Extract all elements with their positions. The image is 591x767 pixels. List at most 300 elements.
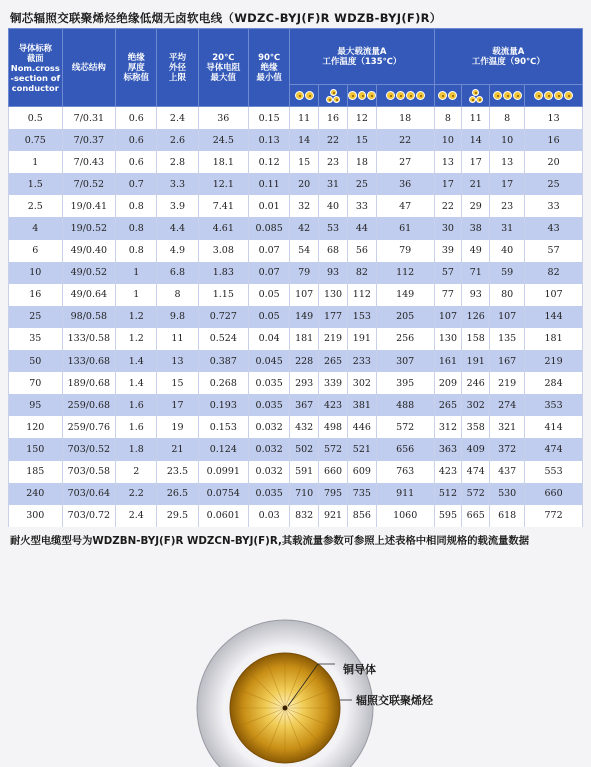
table-cell: 259/0.76	[62, 416, 116, 438]
table-cell: 0.07	[249, 262, 290, 284]
table-cell: 6.8	[157, 262, 198, 284]
table-cell: 0.193	[198, 394, 248, 416]
page-title: 铜芯辐照交联聚烯烃绝缘低烟无卤软电线（WDZC-BYJ(F)R WDZB-BYJ(F)R）	[10, 11, 442, 25]
table-cell: 4.4	[157, 217, 198, 239]
table-cell: 591	[290, 461, 319, 483]
cable-spec-table	[8, 28, 583, 527]
table-row	[9, 505, 583, 527]
table-cell: 19/0.52	[62, 217, 116, 239]
table-cell: 0.032	[249, 438, 290, 460]
table-cell: 49/0.52	[62, 262, 116, 284]
table-cell: 530	[490, 483, 525, 505]
table-cell: 0.75	[9, 129, 63, 151]
table-cell: 209	[434, 372, 462, 394]
table-cell: 24.5	[198, 129, 248, 151]
table-cell: 2.2	[116, 483, 157, 505]
table-cell: 54	[290, 240, 319, 262]
conductor-center-dot	[283, 706, 288, 711]
table-cell: 50	[9, 350, 63, 372]
table-cell: 0.7	[116, 173, 157, 195]
table-row	[9, 217, 583, 239]
table-cell: 13	[434, 151, 462, 173]
table-cell: 93	[319, 262, 348, 284]
table-row	[9, 350, 583, 372]
table-cell: 133/0.58	[62, 328, 116, 350]
table-cell: 3.9	[157, 195, 198, 217]
table-cell: 31	[490, 217, 525, 239]
table-cell: 7/0.52	[62, 173, 116, 195]
table-cell: 189/0.68	[62, 372, 116, 394]
table-row	[9, 416, 583, 438]
table-cell: 423	[319, 394, 348, 416]
table-cell: 595	[434, 505, 462, 527]
table-cell: 149	[290, 306, 319, 328]
table-cell: 16	[319, 107, 348, 130]
table-cell: 437	[490, 461, 525, 483]
table-cell: 18	[347, 151, 376, 173]
conductor-label: 铜导体	[343, 663, 376, 676]
table-cell: 353	[525, 394, 583, 416]
table-cell: 1.4	[116, 350, 157, 372]
table-cell: 25	[9, 306, 63, 328]
table-cell: 3.3	[157, 173, 198, 195]
table-cell: 921	[319, 505, 348, 527]
table-cell: 660	[525, 483, 583, 505]
table-cell: 1	[116, 284, 157, 306]
table-cell: 56	[347, 240, 376, 262]
table-cell: 95	[9, 394, 63, 416]
table-cell: 0.045	[249, 350, 290, 372]
table-cell: 13	[490, 151, 525, 173]
table-cell: 40	[319, 195, 348, 217]
table-cell: 82	[347, 262, 376, 284]
table-cell: 17	[434, 173, 462, 195]
table-row	[9, 328, 583, 350]
table-cell: 0.6	[116, 107, 157, 130]
table-cell: 150	[9, 438, 63, 460]
table-cell: 11	[290, 107, 319, 130]
table-cell: 0.05	[249, 284, 290, 306]
table-cell: 22	[434, 195, 462, 217]
table-cell: 11	[157, 328, 198, 350]
table-row	[9, 129, 583, 151]
table-cell: 240	[9, 483, 63, 505]
table-cell: 14	[462, 129, 490, 151]
table-cell: 13	[525, 107, 583, 130]
table-row	[9, 151, 583, 173]
table-cell: 4.61	[198, 217, 248, 239]
table-cell: 0.13	[249, 129, 290, 151]
table-cell: 0.01	[249, 195, 290, 217]
table-cell: 381	[347, 394, 376, 416]
table-row	[9, 195, 583, 217]
table-cell: 77	[434, 284, 462, 306]
table-cell: 1.6	[116, 394, 157, 416]
table-cell: 358	[462, 416, 490, 438]
header-conductor-resistance: 20℃ 导体电阻 最大值	[198, 29, 248, 107]
table-cell: 502	[290, 438, 319, 460]
table-cell: 107	[290, 284, 319, 306]
table-cell: 18.1	[198, 151, 248, 173]
table-cell: 772	[525, 505, 583, 527]
table-cell: 1060	[376, 505, 434, 527]
table-cell: 16	[525, 129, 583, 151]
table-cell: 38	[462, 217, 490, 239]
table-cell: 609	[347, 461, 376, 483]
table-cell: 0.727	[198, 306, 248, 328]
table-row	[9, 483, 583, 505]
header-row-top	[9, 29, 583, 85]
table-cell: 618	[490, 505, 525, 527]
table-cell: 265	[319, 350, 348, 372]
table-cell: 29	[462, 195, 490, 217]
table-cell: 0.5	[9, 107, 63, 130]
table-cell: 8	[157, 284, 198, 306]
table-cell: 22	[376, 129, 434, 151]
table-cell: 0.05	[249, 306, 290, 328]
table-cell: 656	[376, 438, 434, 460]
header-insulation-resistance: 90℃ 绝缘 最小值	[249, 29, 290, 107]
table-cell: 1	[9, 151, 63, 173]
table-cell: 33	[347, 195, 376, 217]
cable-cross-section-diagram	[0, 560, 591, 767]
table-cell: 1.5	[9, 173, 63, 195]
table-cell: 39	[434, 240, 462, 262]
table-cell: 70	[9, 372, 63, 394]
table-cell: 0.11	[249, 173, 290, 195]
table-row	[9, 372, 583, 394]
table-cell: 2.5	[9, 195, 63, 217]
table-cell: 0.8	[116, 240, 157, 262]
table-cell: 32	[290, 195, 319, 217]
table-cell: 0.0754	[198, 483, 248, 505]
three-conductors-row-icon	[490, 85, 525, 107]
table-cell: 498	[319, 416, 348, 438]
table-cell: 181	[525, 328, 583, 350]
table-cell: 0.035	[249, 394, 290, 416]
table-cell: 57	[434, 262, 462, 284]
table-cell: 246	[462, 372, 490, 394]
table-cell: 7.41	[198, 195, 248, 217]
table-cell: 112	[376, 262, 434, 284]
table-cell: 302	[347, 372, 376, 394]
table-cell: 0.6	[116, 151, 157, 173]
table-cell: 219	[490, 372, 525, 394]
footer-note: 耐火型电缆型号为WDZBN-BYJ(F)R WDZCN-BYJ(F)R,其载流量参数可参照上述表格中相同规格的载流量数据	[10, 535, 530, 547]
table-cell: 35	[9, 328, 63, 350]
table-cell: 10	[434, 129, 462, 151]
four-conductors-row-icon	[525, 85, 583, 107]
table-cell: 20	[290, 173, 319, 195]
table-cell: 144	[525, 306, 583, 328]
table-cell: 177	[319, 306, 348, 328]
table-cell: 474	[462, 461, 490, 483]
two-conductors-icon	[290, 85, 319, 107]
table-cell: 7/0.31	[62, 107, 116, 130]
header-ampacity-90: 载流量A 工作温度（90℃）	[434, 29, 582, 85]
table-cell: 25	[347, 173, 376, 195]
table-cell: 15	[347, 129, 376, 151]
table-cell: 256	[376, 328, 434, 350]
table-cell: 0.03	[249, 505, 290, 527]
table-cell: 414	[525, 416, 583, 438]
table-cell: 665	[462, 505, 490, 527]
insulation-label: 辐照交联聚烯烃	[356, 694, 433, 707]
table-cell: 7/0.37	[62, 129, 116, 151]
table-cell: 1.8	[116, 438, 157, 460]
table-cell: 703/0.52	[62, 438, 116, 460]
table-cell: 274	[490, 394, 525, 416]
table-cell: 259/0.68	[62, 394, 116, 416]
table-cell: 57	[525, 240, 583, 262]
table-cell: 0.387	[198, 350, 248, 372]
table-cell: 15	[290, 151, 319, 173]
table-cell: 2.8	[157, 151, 198, 173]
table-cell: 0.8	[116, 195, 157, 217]
table-cell: 521	[347, 438, 376, 460]
table-cell: 19/0.41	[62, 195, 116, 217]
table-cell: 47	[376, 195, 434, 217]
table-cell: 6	[9, 240, 63, 262]
table-cell: 82	[525, 262, 583, 284]
table-cell: 26.5	[157, 483, 198, 505]
table-cell: 911	[376, 483, 434, 505]
table-cell: 474	[525, 438, 583, 460]
table-cell: 31	[319, 173, 348, 195]
table-cell: 302	[462, 394, 490, 416]
table-row	[9, 438, 583, 460]
table-cell: 130	[434, 328, 462, 350]
table-cell: 0.124	[198, 438, 248, 460]
table-row	[9, 262, 583, 284]
header-insulation-thickness: 绝缘 厚度 标称值	[116, 29, 157, 107]
table-cell: 795	[319, 483, 348, 505]
table-cell: 0.04	[249, 328, 290, 350]
table-cell: 93	[462, 284, 490, 306]
table-cell: 135	[490, 328, 525, 350]
table-cell: 307	[376, 350, 434, 372]
table-cell: 0.035	[249, 372, 290, 394]
table-cell: 293	[290, 372, 319, 394]
table-cell: 40	[490, 240, 525, 262]
table-cell: 130	[319, 284, 348, 306]
table-cell: 2	[116, 461, 157, 483]
table-cell: 36	[198, 107, 248, 130]
table-cell: 49/0.40	[62, 240, 116, 262]
table-cell: 17	[157, 394, 198, 416]
table-cell: 167	[490, 350, 525, 372]
table-cell: 107	[490, 306, 525, 328]
table-cell: 10	[9, 262, 63, 284]
table-cell: 856	[347, 505, 376, 527]
table-cell: 42	[290, 217, 319, 239]
table-cell: 488	[376, 394, 434, 416]
table-cell: 27	[376, 151, 434, 173]
table-cell: 43	[525, 217, 583, 239]
table-cell: 710	[290, 483, 319, 505]
table-cell: 2.4	[116, 505, 157, 527]
table-cell: 8	[434, 107, 462, 130]
table-cell: 205	[376, 306, 434, 328]
header-nominal-cross-section: 导体标称 截面 Nom.cross -section of conductor	[9, 29, 63, 107]
table-cell: 735	[347, 483, 376, 505]
table-cell: 7/0.43	[62, 151, 116, 173]
table-cell: 191	[462, 350, 490, 372]
table-cell: 2.4	[157, 107, 198, 130]
table-cell: 49	[462, 240, 490, 262]
table-cell: 59	[490, 262, 525, 284]
table-row	[9, 306, 583, 328]
header-avg-outer-diameter: 平均 外径 上限	[157, 29, 198, 107]
table-row	[9, 394, 583, 416]
table-cell: 367	[290, 394, 319, 416]
table-row	[9, 107, 583, 130]
table-cell: 9.8	[157, 306, 198, 328]
table-cell: 1.15	[198, 284, 248, 306]
table-cell: 8	[490, 107, 525, 130]
table-cell: 18	[376, 107, 434, 130]
table-cell: 4	[9, 217, 63, 239]
table-cell: 703/0.58	[62, 461, 116, 483]
table-row	[9, 173, 583, 195]
header-max-ampacity-135: 最大载流量A 工作温度（135℃）	[290, 29, 434, 85]
table-cell: 23	[319, 151, 348, 173]
table-body	[9, 107, 583, 527]
table-cell: 185	[9, 461, 63, 483]
table-cell: 21	[157, 438, 198, 460]
table-cell: 395	[376, 372, 434, 394]
table-cell: 12	[347, 107, 376, 130]
table-cell: 112	[347, 284, 376, 306]
table-cell: 12.1	[198, 173, 248, 195]
table-cell: 191	[347, 328, 376, 350]
three-conductors-triangle-icon	[319, 85, 348, 107]
table-cell: 126	[462, 306, 490, 328]
four-conductors-row-icon	[376, 85, 434, 107]
table-row	[9, 240, 583, 262]
table-cell: 703/0.72	[62, 505, 116, 527]
table-cell: 0.0601	[198, 505, 248, 527]
table-cell: 25	[525, 173, 583, 195]
table-cell: 79	[290, 262, 319, 284]
table-cell: 763	[376, 461, 434, 483]
three-conductors-row-icon	[347, 85, 376, 107]
table-cell: 1.83	[198, 262, 248, 284]
table-cell: 161	[434, 350, 462, 372]
table-cell: 0.032	[249, 461, 290, 483]
header-strand-structure: 线芯结构	[62, 29, 116, 107]
table-cell: 3.08	[198, 240, 248, 262]
table-cell: 49/0.64	[62, 284, 116, 306]
table-cell: 17	[462, 151, 490, 173]
table-cell: 14	[290, 129, 319, 151]
table-cell: 446	[347, 416, 376, 438]
table-cell: 339	[319, 372, 348, 394]
table-cell: 703/0.64	[62, 483, 116, 505]
table-cell: 660	[319, 461, 348, 483]
table-cell: 0.8	[116, 217, 157, 239]
table-row	[9, 284, 583, 306]
table-cell: 61	[376, 217, 434, 239]
table-cell: 79	[376, 240, 434, 262]
table-cell: 22	[319, 129, 348, 151]
table-cell: 13	[157, 350, 198, 372]
table-cell: 512	[434, 483, 462, 505]
table-cell: 321	[490, 416, 525, 438]
table-cell: 553	[525, 461, 583, 483]
table-cell: 1.4	[116, 372, 157, 394]
table-cell: 233	[347, 350, 376, 372]
table-cell: 0.0991	[198, 461, 248, 483]
table-cell: 11	[462, 107, 490, 130]
table-cell: 71	[462, 262, 490, 284]
table-cell: 363	[434, 438, 462, 460]
table-cell: 219	[319, 328, 348, 350]
table-cell: 98/0.58	[62, 306, 116, 328]
table-cell: 0.524	[198, 328, 248, 350]
table-cell: 312	[434, 416, 462, 438]
table-cell: 572	[376, 416, 434, 438]
table-cell: 181	[290, 328, 319, 350]
table-cell: 29.5	[157, 505, 198, 527]
table-cell: 0.6	[116, 129, 157, 151]
table-cell: 0.15	[249, 107, 290, 130]
table-cell: 21	[462, 173, 490, 195]
table-cell: 0.085	[249, 217, 290, 239]
table-cell: 1.6	[116, 416, 157, 438]
table-cell: 36	[376, 173, 434, 195]
table-cell: 23.5	[157, 461, 198, 483]
table-cell: 1.2	[116, 306, 157, 328]
table-cell: 80	[490, 284, 525, 306]
table-row	[9, 461, 583, 483]
table-cell: 0.035	[249, 483, 290, 505]
table-cell: 0.268	[198, 372, 248, 394]
table-cell: 265	[434, 394, 462, 416]
table-cell: 572	[319, 438, 348, 460]
table-cell: 0.032	[249, 416, 290, 438]
table-cell: 133/0.68	[62, 350, 116, 372]
table-cell: 832	[290, 505, 319, 527]
table-cell: 19	[157, 416, 198, 438]
table-cell: 372	[490, 438, 525, 460]
table-cell: 432	[290, 416, 319, 438]
table-cell: 120	[9, 416, 63, 438]
table-cell: 68	[319, 240, 348, 262]
table-cell: 15	[157, 372, 198, 394]
table-cell: 30	[434, 217, 462, 239]
table-cell: 0.153	[198, 416, 248, 438]
table-cell: 0.12	[249, 151, 290, 173]
table-cell: 409	[462, 438, 490, 460]
table-cell: 23	[490, 195, 525, 217]
table-cell: 4.9	[157, 240, 198, 262]
two-conductors-icon	[434, 85, 462, 107]
table-cell: 423	[434, 461, 462, 483]
table-cell: 149	[376, 284, 434, 306]
table-cell: 1	[116, 262, 157, 284]
table-cell: 53	[319, 217, 348, 239]
table-cell: 2.6	[157, 129, 198, 151]
table-cell: 0.07	[249, 240, 290, 262]
table-cell: 219	[525, 350, 583, 372]
table-cell: 17	[490, 173, 525, 195]
table-cell: 33	[525, 195, 583, 217]
table-cell: 107	[525, 284, 583, 306]
table-cell: 20	[525, 151, 583, 173]
table-cell: 10	[490, 129, 525, 151]
table-cell: 284	[525, 372, 583, 394]
